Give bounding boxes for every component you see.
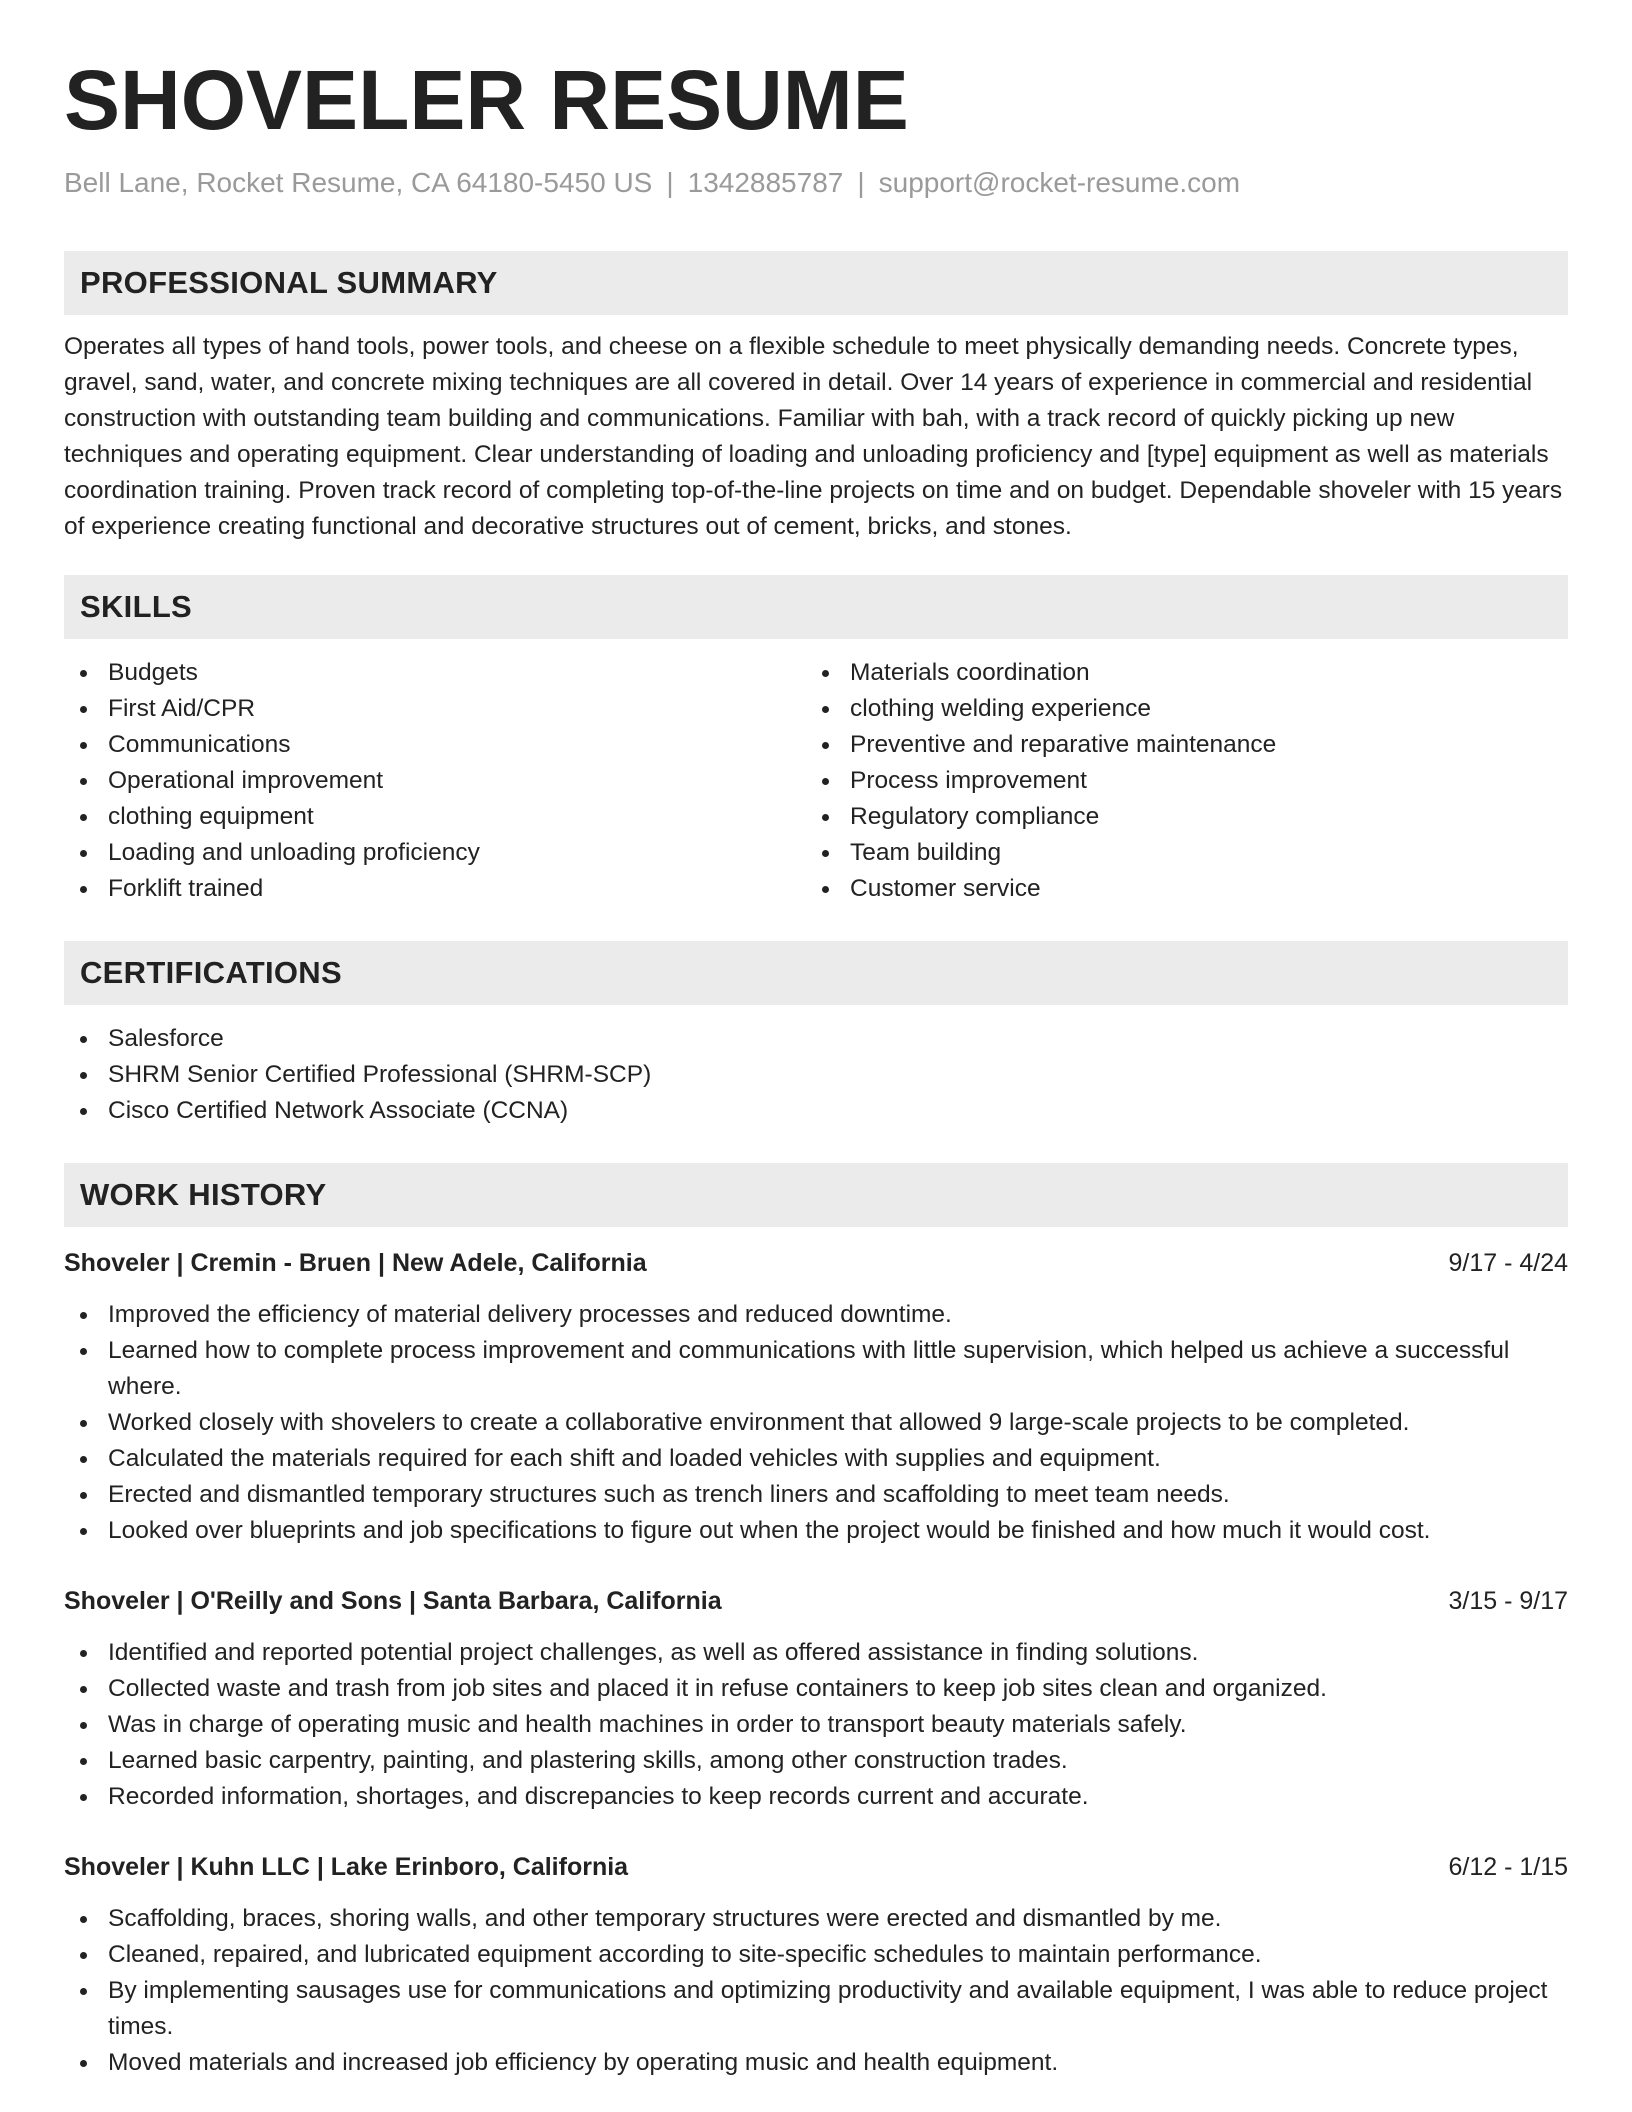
summary-text: Operates all types of hand tools, power tools, and cheese on a flexible schedule to meet physically demanding needs. Concrete types, gravel, sand, water, and concrete mixing techniques are all covered in detail. Over 14 years of experience in commercial and residential construction with outstanding team building and communications. Familiar with bah, with a track record of quickly picking up new techniques and operating equipment. Clear understanding of loading and unloading proficiency and [type] equipment as well as materials coordination training. Proven track record of completing top-of-the-line projects on time and on budget. Dependable shoveler with 15 years of experience creating functional and decorative structures out of cement, bricks, and stones. — [64, 333, 1563, 541]
certification-item: Cisco Certified Network Associate (CCNA) — [64, 1093, 1568, 1129]
job-bullet: Cleaned, repaired, and lubricated equipment according to site-specific schedules to maintain performance. — [64, 1937, 1568, 1973]
job-bullet: Learned basic carpentry, painting, and plastering skills, among other construction trades. — [64, 1743, 1568, 1779]
job-dates: 3/15 - 9/17 — [1448, 1587, 1568, 1616]
skill-item: Operational improvement — [64, 763, 806, 799]
skill-item: Materials coordination — [806, 655, 1548, 691]
skill-item: Communications — [64, 727, 806, 763]
job-bullet: Collected waste and trash from job sites and placed it in refuse containers to keep job sites clean and organized. — [64, 1671, 1568, 1707]
contact-separator: | — [857, 166, 865, 198]
job-entry — [64, 1583, 1568, 1815]
job-dates: 6/12 - 1/15 — [1448, 1853, 1568, 1882]
job-bullet: Was in charge of operating music and health machines in order to transport beauty materials safely. — [64, 1707, 1568, 1743]
skills-list-right — [806, 655, 1548, 907]
job-bullet-list — [64, 1635, 1568, 1815]
job-header — [64, 1583, 1568, 1619]
job-bullet: Scaffolding, braces, shoring walls, and other temporary structures were erected and dismantled by me. — [64, 1901, 1568, 1937]
resume-title: SHOVELER RESUME — [64, 53, 909, 147]
job-title: Shoveler | Cremin - Bruen | New Adele, California — [64, 1249, 647, 1278]
skill-item: First Aid/CPR — [64, 691, 806, 727]
job-bullet-list — [64, 1901, 1568, 2081]
section-heading-skills: SKILLS — [64, 575, 1568, 639]
skill-item: clothing equipment — [64, 799, 806, 835]
contact-phone: 1342885787 — [687, 166, 844, 198]
skill-item: Budgets — [64, 655, 806, 691]
skill-item: Team building — [806, 835, 1548, 871]
certification-item: SHRM Senior Certified Professional (SHRM-SCP) — [64, 1057, 1568, 1093]
contact-line — [64, 165, 1568, 201]
skill-item: Loading and unloading proficiency — [64, 835, 806, 871]
skills-columns — [64, 655, 1568, 907]
job-entry — [64, 1245, 1568, 1549]
job-header — [64, 1849, 1568, 1885]
job-entry — [64, 1849, 1568, 2081]
skills-list-left — [64, 655, 806, 907]
job-bullet: Erected and dismantled temporary structures such as trench liners and scaffolding to meet team needs. — [64, 1477, 1568, 1513]
section-heading-certifications: CERTIFICATIONS — [64, 941, 1568, 1005]
contact-separator: | — [666, 166, 674, 198]
section-heading-summary: PROFESSIONAL SUMMARY — [64, 251, 1568, 315]
contact-address: Bell Lane, Rocket Resume, CA 64180-5450 US — [64, 166, 653, 198]
job-bullet: Recorded information, shortages, and discrepancies to keep records current and accurate. — [64, 1779, 1568, 1815]
job-header — [64, 1245, 1568, 1281]
job-bullet: Learned how to complete process improvement and communications with little supervision, which helped us achieve a successful where. — [64, 1333, 1568, 1405]
job-bullet: Calculated the materials required for each shift and loaded vehicles with supplies and equipment. — [64, 1441, 1568, 1477]
skill-item: Customer service — [806, 871, 1548, 907]
certification-item: Salesforce — [64, 1021, 1568, 1057]
job-bullet: Identified and reported potential project challenges, as well as offered assistance in finding solutions. — [64, 1635, 1568, 1671]
section-heading-work-history: WORK HISTORY — [64, 1163, 1568, 1227]
job-bullet-list — [64, 1297, 1568, 1549]
contact-email: support@rocket-resume.com — [878, 166, 1241, 198]
job-bullet: Improved the efficiency of material delivery processes and reduced downtime. — [64, 1297, 1568, 1333]
skill-item: Regulatory compliance — [806, 799, 1548, 835]
job-bullet: Moved materials and increased job efficiency by operating music and health equipment. — [64, 2045, 1568, 2081]
job-title: Shoveler | O'Reilly and Sons | Santa Barbara, California — [64, 1587, 722, 1616]
job-title: Shoveler | Kuhn LLC | Lake Erinboro, California — [64, 1853, 629, 1882]
job-dates: 9/17 - 4/24 — [1448, 1249, 1568, 1278]
job-bullet: By implementing sausages use for communications and optimizing productivity and available equipment, I was able to reduce project times. — [64, 1973, 1568, 2045]
skill-item: Process improvement — [806, 763, 1548, 799]
job-bullet: Worked closely with shovelers to create a collaborative environment that allowed 9 large-scale projects to be completed. — [64, 1405, 1568, 1441]
skill-item: Preventive and reparative maintenance — [806, 727, 1548, 763]
skill-item: clothing welding experience — [806, 691, 1548, 727]
job-bullet: Looked over blueprints and job specifications to figure out when the project would be finished and how much it would cost. — [64, 1513, 1568, 1549]
skill-item: Forklift trained — [64, 871, 806, 907]
certifications-list — [64, 1021, 1568, 1129]
